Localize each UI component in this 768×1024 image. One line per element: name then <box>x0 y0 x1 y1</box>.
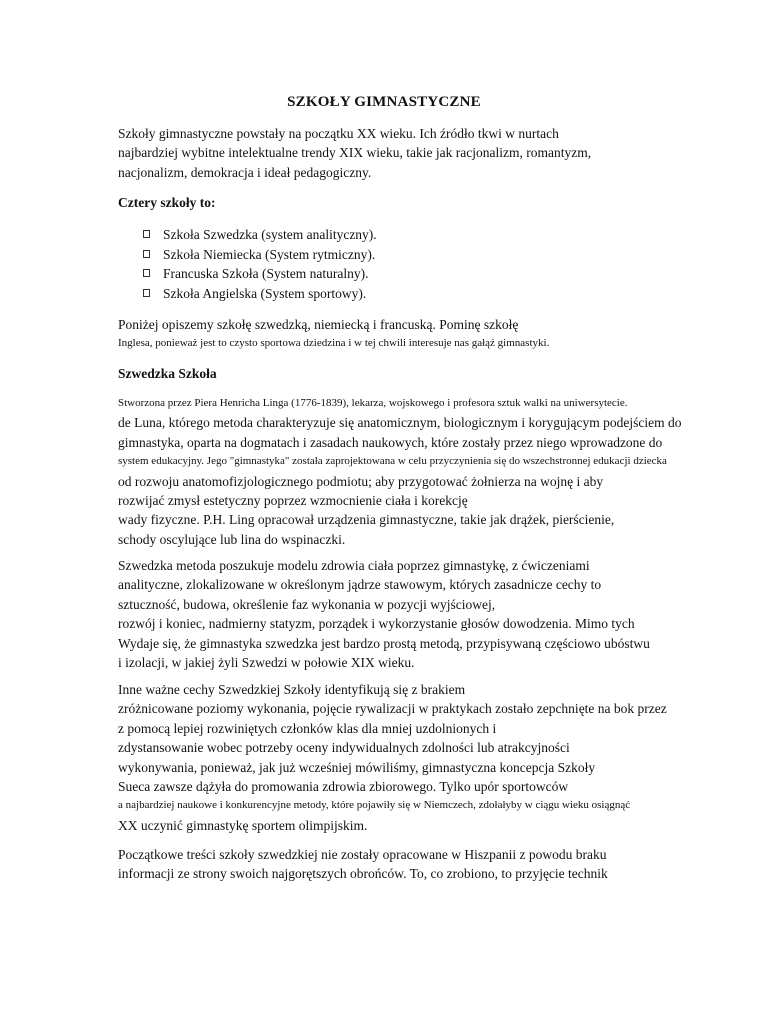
list-item-text: Szkoła Szwedzka (system analityczny). <box>163 227 377 242</box>
swedish-paragraph-1 <box>118 394 758 549</box>
text-line: analityczne, zlokalizowane w określonym jądrze stawowym, których zasadnicze cechy to <box>118 577 602 593</box>
text-line: i izolacji, w jakiej żyli Szwedzi w połowie XIX wieku. <box>118 654 415 670</box>
swedish-paragraph-3 <box>118 680 758 835</box>
list-item-text: Szkoła Angielska (System sportowy). <box>163 285 367 301</box>
list-item <box>143 284 377 304</box>
text-line: wady fizyczne. P.H. Ling opracował urządzenia gimnastyczne, takie jak drążek, pierścienie, <box>118 512 615 528</box>
text-line: Inne ważne cechy Szwedzkiej Szkoły identyfikują się z brakiem <box>118 682 466 697</box>
text-line: Szkoły gimnastyczne powstały na początku XX wieku. Ich źródło tkwi w nurtach <box>118 126 559 141</box>
list-item <box>143 225 377 245</box>
bullet-icon <box>143 269 150 277</box>
text-line: gimnastyka, oparta na dogmatach i zasadach naukowych, które zostały przez niego wprowadzone do <box>118 434 663 450</box>
text-line: z pomocą lepiej rozwiniętych członków klas dla mniej uzdolnionych i <box>118 720 497 736</box>
schools-heading: Cztery szkoły to: <box>118 195 216 210</box>
text-line: a najbardziej naukowe i konkurencyjne metody, które pojawiły się w Niemczech, zdołałyby w ciągu wieku osiągnąć <box>118 799 631 812</box>
list-item <box>143 264 377 284</box>
bullet-icon <box>143 250 150 258</box>
text-line: Początkowe treści szkoły szwedzkiej nie zostały opracowane w Hiszpanii z powodu braku <box>118 847 607 862</box>
list-item <box>143 245 377 265</box>
text-line: Wydaje się, że gimnastyka szwedzka jest bardzo prostą metodą, przypisywaną częściowo ubóstwu <box>118 635 650 651</box>
intro-paragraph <box>118 124 758 182</box>
text-line: informacji ze strony swoich najgorętszych obrońców. To, co zrobiono, to przyjęcie technik <box>118 866 608 882</box>
text-line: rozwój i koniec, nadmierny statyzm, porządek i wykorzystanie głosów dowodzenia. Mimo tych <box>118 616 635 632</box>
text-line: od rozwoju anatomofizjologicznego podmiotu; aby przygotować żołnierza na wojnę i aby <box>118 473 604 489</box>
swedish-paragraph-4 <box>118 845 758 884</box>
text-line: sztuczność, budowa, określenie faz wykonania w pozycji wyjściowej, <box>118 596 496 612</box>
bullet-icon <box>143 289 150 297</box>
text-line: Szwedzka metoda poszukuje modelu zdrowia ciała poprzez gimnastykę, z ćwiczeniami <box>118 558 590 573</box>
swedish-school-heading: Szwedzka Szkoła <box>118 366 217 381</box>
list-item-text: Szkoła Niemiecka (System rytmiczny). <box>163 246 376 262</box>
text-line: wykonywania, ponieważ, jak już wcześniej mówiliśmy, gimnastyczna koncepcja Szkoły <box>118 759 596 775</box>
text-line: rozwijać zmysł estetyczny poprzez wzmocnienie ciała i korekcję <box>118 492 468 508</box>
text-line: zdystansowanie wobec potrzeby oceny indywidualnych zdolności lub atrakcyjności <box>118 740 570 756</box>
text-line: nacjonalizm, demokracja i ideał pedagogiczny. <box>118 164 372 180</box>
document-title: SZKOŁY GIMNASTYCZNE <box>287 94 481 110</box>
text-line: Inglesa, ponieważ jest to czysto sportowa dziedzina i w tej chwili interesuje nas gałąź gimnastyki. <box>118 337 550 350</box>
text-line: de Luna, którego metoda charakteryzuje się anatomicznym, biologicznym i korygującym podejściem do <box>118 415 682 431</box>
text-line: najbardziej wybitne intelektualne trendy XIX wieku, takie jak racjonalizm, romantyzm, <box>118 145 592 161</box>
text-line: Poniżej opiszemy szkołę szwedzką, niemiecką i francuską. Pominę szkołę <box>118 317 519 332</box>
text-line: zróżnicowane poziomy wykonania, pojęcie rywalizacji w praktykach zostało zepchnięte na bok przez <box>118 701 667 717</box>
text-line: schody oscylujące lub lina do wspinaczki. <box>118 531 346 547</box>
text-line: XX uczynić gimnastykę sportem olimpijskim. <box>118 817 368 833</box>
text-line: system edukacyjny. Jego "gimnastyka" została zaprojektowana w celu przyczynienia się do wszechstronnej edukacji dziecka <box>118 455 667 468</box>
bullet-icon <box>143 230 150 238</box>
describe-paragraph <box>118 315 758 354</box>
text-line: Stworzona przez Piera Henricha Linga (1776-1839), lekarza, wojskowego i profesora sztuk walki na uniwersytecie. <box>118 397 628 409</box>
text-line: Sueca zawsze dążyła do promowania zdrowia zbiorowego. Tylko upór sportowców <box>118 778 569 794</box>
list-item-text: Francuska Szkoła (System naturalny). <box>163 266 369 282</box>
swedish-paragraph-2 <box>118 556 758 672</box>
schools-list <box>143 225 377 303</box>
